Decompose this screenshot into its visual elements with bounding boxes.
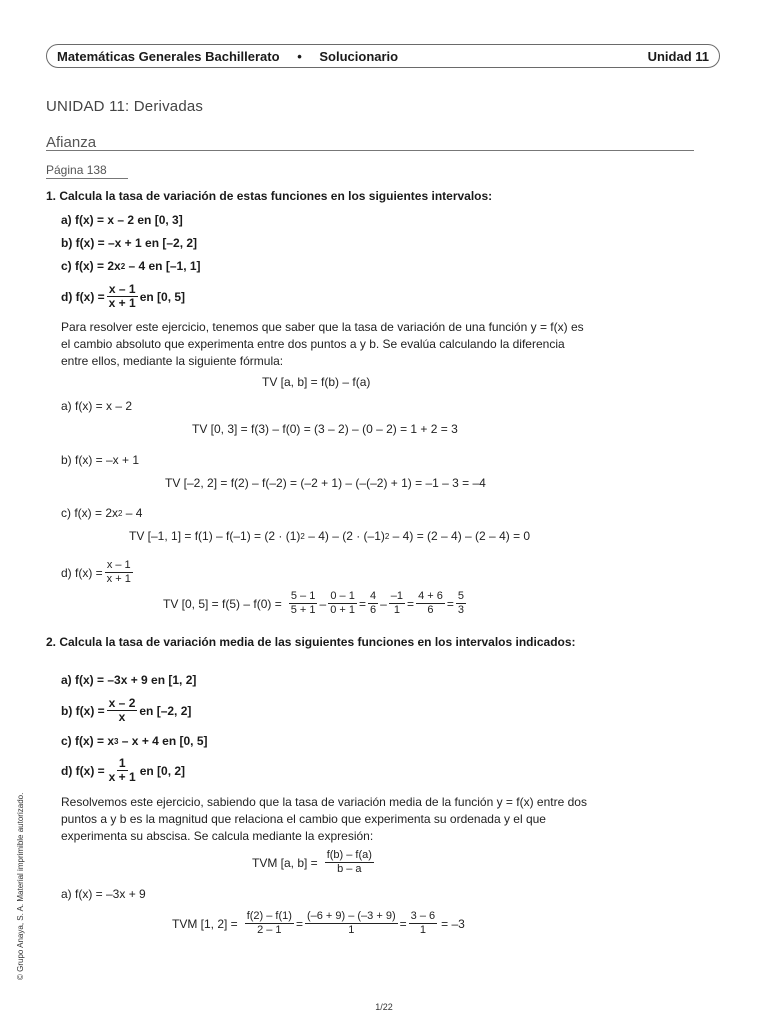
page-label-rule <box>46 178 128 179</box>
running-header <box>46 44 720 68</box>
copyright-note: © Grupo Anaya, S. A. Material imprimible autorizado. <box>16 792 25 980</box>
exercise-1-item-a: a) f(x) = x – 2 en [0, 3] <box>61 213 183 227</box>
exercise-1-item-b: b) f(x) = –x + 1 en [–2, 2] <box>61 236 198 250</box>
exercise-2-item-a: a) f(x) = –3x + 9 en [1, 2] <box>61 673 197 687</box>
exercise-2-item-d: d) f(x) = $\frac{1}{x + 1}$ en [0, 2] <box>61 756 186 784</box>
header-section: Solucionario <box>319 48 399 64</box>
fraction: $\frac{x - 1}{x + 1}$ <box>108 282 136 310</box>
exercise-1-explanation: Para resolver este ejercicio, tenemos que saber que la tasa de variación de una función y = f(x) es el cambio absoluto que experimenta entre dos puntos a y b. Se evalúa calculando la diferencia entre ellos, mediante la siguiente fórmula: <box>61 320 584 368</box>
solution-1d-label: d) f(x) = $\frac{x - 1}{x + 1}$ <box>61 559 131 585</box>
solution-1a: TV [0, 3] = f(3) – f(0) = (3 – 2) – (0 – 2) = 1 + 2 = 3 <box>192 422 458 436</box>
solution-1c-label: c) f(x) = 2x 2 – 4 <box>61 506 143 520</box>
solution-1a-label: a) f(x) = x – 2 <box>61 399 133 413</box>
exercise-2-item-c: c) f(x) = x 3 – x + 4 en [0, 5] <box>61 734 208 748</box>
tv-formula: TV [a, b] = f(b) – f(a) <box>262 375 371 389</box>
solution-2a-label: a) f(x) = –3x + 9 <box>61 887 146 901</box>
section-title: Afianza <box>46 134 97 151</box>
exercise-1-item-c: c) f(x) = 2x 2 – 4 en [–1, 1] <box>61 259 201 273</box>
exercise-1-item-d: d) f(x) = $\frac{x - 1}{x + 1}$ en [0, 5] <box>61 282 186 310</box>
solution-1b: TV [–2, 2] = f(2) – f(–2) = (–2 + 1) – (–(–2) + 1) = –1 – 3 = –4 <box>165 476 486 490</box>
book-title: Matemáticas Generales Bachillerato <box>57 48 280 64</box>
exercise-2-explanation: Resolvemos este ejercicio, sabiendo que la tasa de variación media de la función y = f(x) entre dos puntos a y b es la magnitud que relaciona el cambio que experimenta su ordenada y el que experimenta su abscisa. Se calcula mediante la expresión: <box>61 795 587 843</box>
solution-1c: TV [–1, 1] = f(1) – f(–1) = (2 · (1) 2 – 4) – (2 · (–1) 2 – 4) = (2 – 4) – (2 – 4) = 0 <box>129 529 531 543</box>
exercise-1-statement: 1. Calcula la tasa de variación de estas funciones en los siguientes intervalos: <box>46 189 493 203</box>
header-bullet: • <box>297 48 302 64</box>
solution-1d: TV [0, 5] = f(5) – f(0) = $\frac{5 - 1}{5 + 1}$ – $\frac{0 - 1}{0 + 1}$ = $\frac{4}{6}$ – $\frac{-1}{1}$ = $\frac{4 + 6}{6}$ = $\frac{5}{3}$ <box>163 590 464 616</box>
page-label: Página 138 <box>46 163 107 177</box>
exercise-2-statement: 2. Calcula la tasa de variación media de las siguientes funciones en los intervalos indicados: <box>46 635 576 649</box>
solution-2a: TVM [1, 2] = $\frac{f(2) - f(1)}{2 - 1}$ = $\frac{(-6 + 9) - (-3 + 9)}{1}$ = $\frac{3 - 6}{1}$ = –3 <box>172 910 465 936</box>
solution-1b-label: b) f(x) = –x + 1 <box>61 453 140 467</box>
tvm-formula: TVM [a, b] = $\frac{f(b) - f(a)}{b - a}$ <box>252 849 372 875</box>
unit-title: UNIDAD 11: Derivadas <box>46 98 204 115</box>
section-rule <box>46 150 694 151</box>
exercise-2-item-b: b) f(x) = $\frac{x - 2}{x}$ en [–2, 2] <box>61 696 192 724</box>
header-unit: Unidad 11 <box>647 48 709 64</box>
page-number: 1/22 <box>375 1002 393 1012</box>
